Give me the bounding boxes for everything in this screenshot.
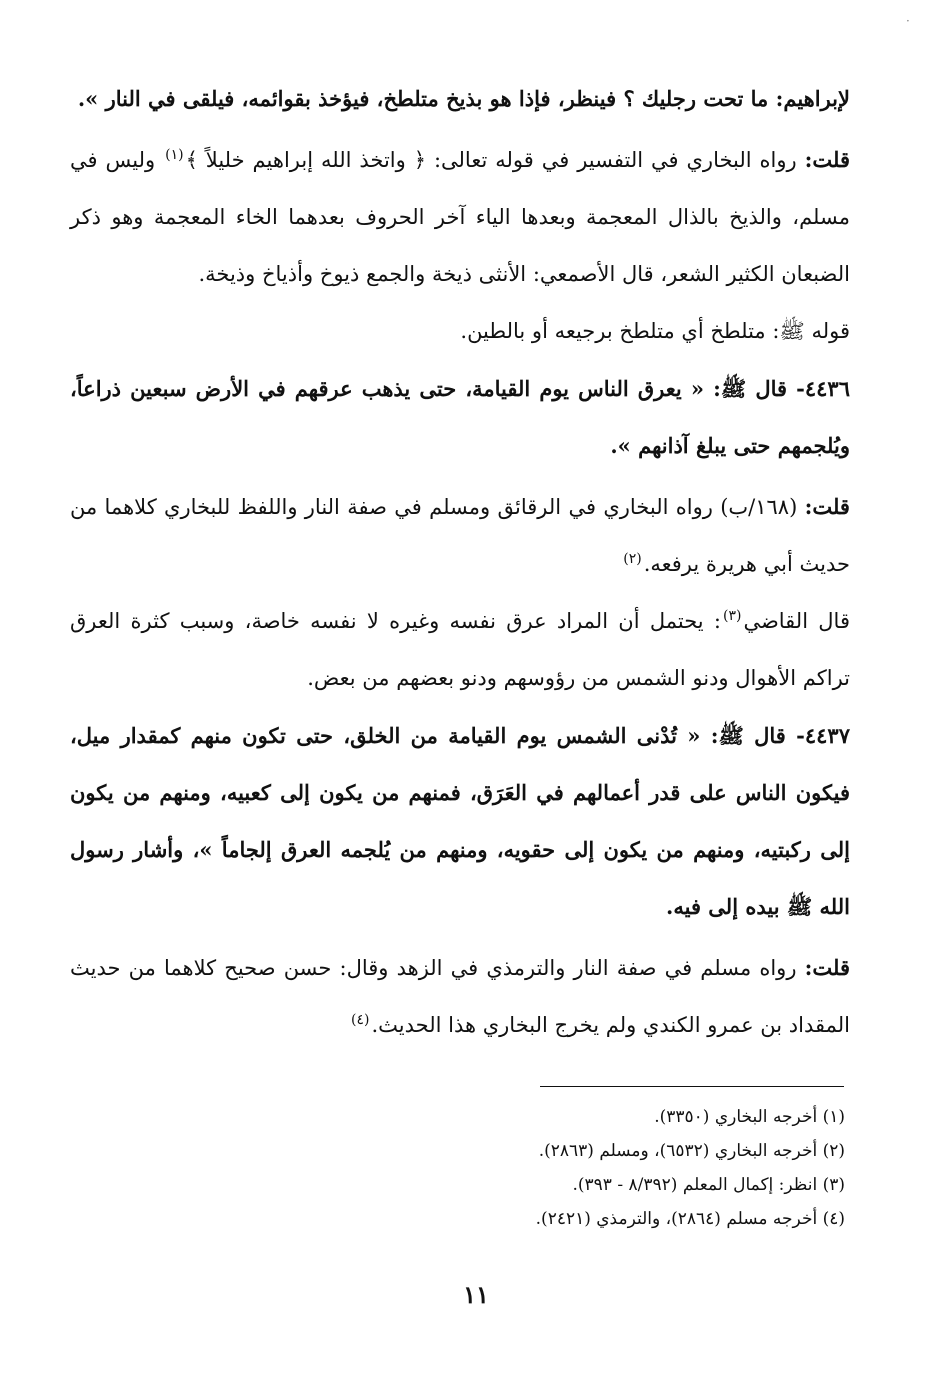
- footnote-ref-1: (١): [165, 147, 184, 163]
- qultu-label: قلت:: [804, 494, 850, 519]
- main-text: [70, 70, 850, 1054]
- page-number: ١١: [463, 1280, 489, 1309]
- paragraph-6-text-b: : يحتمل أن المراد عرق نفسه وغيره لا نفسه خاصة، وسبب كثرة العرق تراكم الأهوال ودنو الشمس من رؤوسهم ودنو بعضهم من بعض.: [70, 609, 850, 690]
- qultu-label: قلت:: [804, 955, 850, 980]
- paragraph-1: لإبراهيم: ما تحت رجليك ؟ فينظر، فإذا هو بذيخ متلطخ، فيؤخذ بقوائمه، فيلقى في النار ».: [77, 86, 850, 111]
- paragraph-6: [70, 593, 850, 707]
- paragraph-2-text-a: رواه البخاري في التفسير في قوله تعالى: ﴿ واتخذ الله إبراهيم خليلاً ﴾: [185, 148, 797, 172]
- hadith-4436: ٤٤٣٦- قال ﷺ: « يعرق الناس يوم القيامة، حتى يذهب عرقهم في الأرض سبعين ذراعاً، ويُلجمهم حتى يبلغ آذانهم ».: [70, 376, 850, 458]
- paragraph-5-text: (١٦٨/ب) رواه البخاري في الرقائق ومسلم في صفة النار واللفظ للبخاري كلاهما من حديث أبي هريرة يرفعه.: [70, 495, 850, 576]
- footnote-divider: [540, 1086, 844, 1087]
- footnote-ref-4: (٤): [351, 1012, 370, 1028]
- footnote-4: (٤) أخرجه مسلم (٢٨٦٤)، والترمذي (٢٤٢١).: [535, 1209, 845, 1229]
- footnote-ref-2: (٢): [623, 551, 642, 567]
- paragraph-6-text-a: قال القاضي: [743, 609, 850, 633]
- footnotes: [70, 1100, 845, 1236]
- paragraph-5: [70, 478, 850, 593]
- paragraph-2-text-b: وليس في مسلم، والذيخ بالذال المعجمة وبعدها الياء آخر الحروف بعدهما الخاء المعجمة وهو ذكر الضبعان الكثير الشعر، قال الأصمعي: الأنثى ذيخة والجمع ذيوخ وأذياخ وذيخة.: [70, 148, 850, 286]
- paragraph-3: قوله ﷺ: متلطخ أي متلطخ برجيعه أو بالطين.: [460, 319, 850, 343]
- paragraph-8-text: رواه مسلم في صفة النار والترمذي في الزهد وقال: حسن صحيح كلاهما من حديث المقداد بن عمرو الكندي ولم يخرج البخاري هذا الحديث.: [70, 956, 850, 1037]
- footnote-1: (١) أخرجه البخاري (٣٣٥٠).: [654, 1107, 845, 1127]
- hadith-4437: ٤٤٣٧- قال ﷺ: « تُدْنى الشمس يوم القيامة من الخلق، حتى تكون منهم كمقدار ميل، فيكون الناس على قدر أعمالهم في العَرَق، فمنهم من يكون إلى كعبيه، ومنهم من يكون إلى ركبتيه، ومنهم من يكون إلى حقويه، ومنهم من يُلجمه العرق إلجاماً »، وأشار رسول الله ﷺ بيده إلى فيه.: [70, 723, 850, 919]
- footnote-ref-3: (٣): [722, 608, 742, 624]
- footnote-3: (٣) انظر: إكمال المعلم (٨/٣٩٢ - ٣٩٣).: [572, 1175, 845, 1195]
- paragraph-8: [70, 939, 850, 1054]
- scan-speck: ·: [906, 14, 910, 28]
- paragraph-2: [70, 131, 850, 303]
- qultu-label: قلت:: [804, 147, 850, 172]
- footnote-2: (٢) أخرجه البخاري (٦٥٣٢)، ومسلم (٢٨٦٣).: [538, 1141, 845, 1161]
